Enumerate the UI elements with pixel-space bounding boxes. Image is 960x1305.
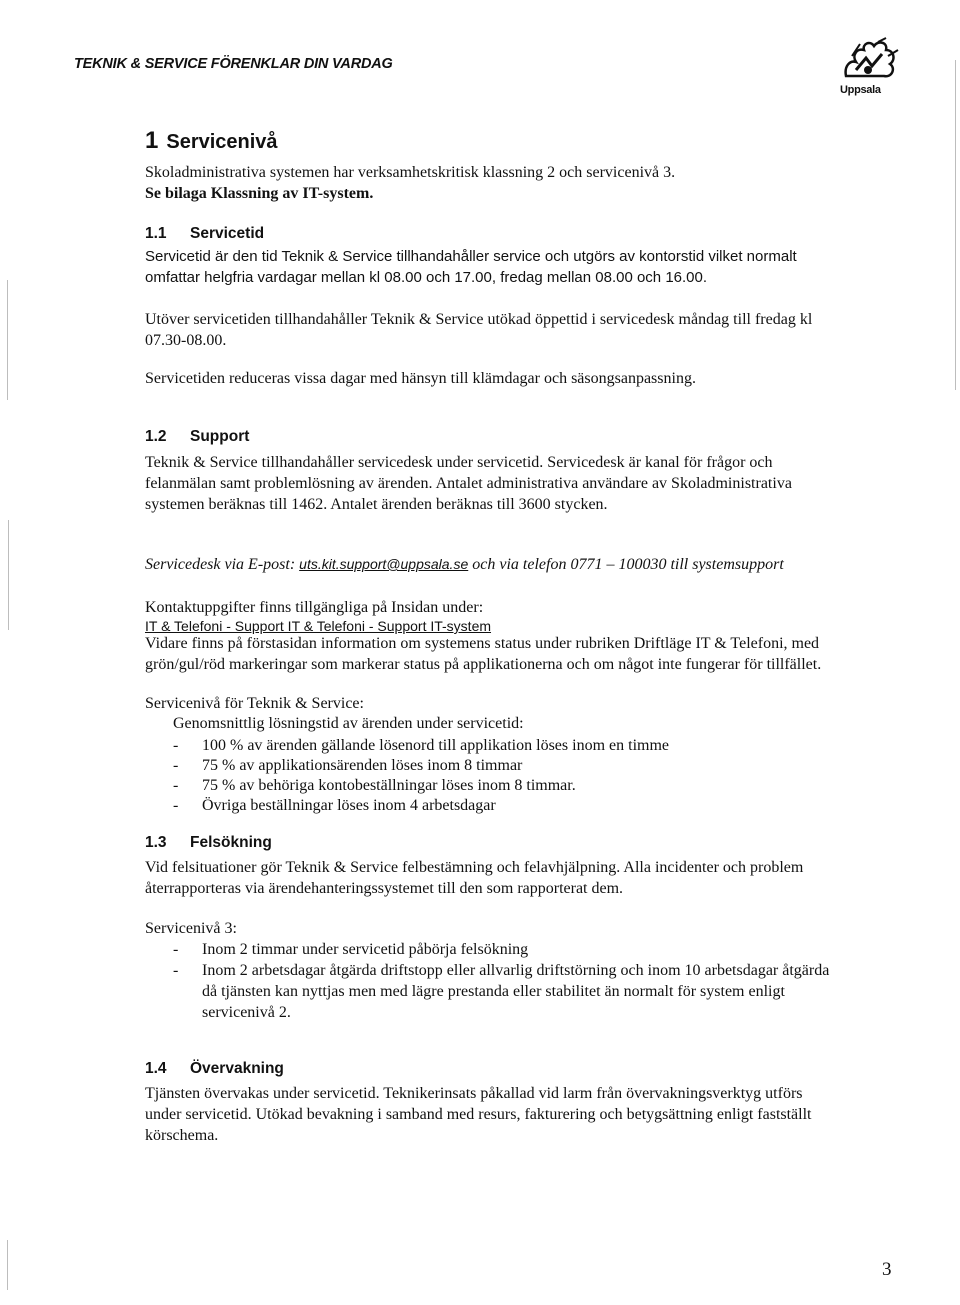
paragraph-line: Teknik & Service tillhandahåller servicedesk under servicetid. Servicedesk är kanal för frågor och — [145, 454, 773, 471]
list-bullet: - — [173, 777, 179, 794]
list-item-continued: servicenivå 2. — [202, 1004, 291, 1021]
paragraph-line: Utöver servicetiden tillhandahåller Teknik & Service utökad öppettid i servicedesk måndag till fredag kl — [145, 311, 813, 328]
list-bullet: - — [173, 737, 179, 754]
section-heading-1-3: 1.3 Felsökning — [145, 834, 272, 851]
scan-artifact — [955, 60, 956, 390]
paragraph-line: Genomsnittlig lösningstid av ärenden under servicetid: — [173, 715, 524, 732]
paragraph-line: återrapporteras via ärendehanteringssystemet till den som rapporterat dem. — [145, 880, 624, 897]
list-bullet: - — [173, 941, 179, 958]
paragraph-line: Servicenivå 3: — [145, 920, 237, 937]
section-heading-1: 1 Servicenivå — [145, 127, 278, 154]
paragraph-line: Servicetiden reduceras vissa dagar med hänsyn till klämdagar och säsongsanpassning. — [145, 370, 696, 387]
paragraph-line: grön/gul/röd markeringar som markerar status på applikationerna och om något inte fungerar för tillfället. — [145, 656, 822, 673]
crest-graphic — [838, 36, 900, 82]
paragraph-line: körschema. — [145, 1127, 219, 1144]
logo-text: Uppsala — [840, 84, 881, 96]
section-heading-1-4: 1.4 Övervakning — [145, 1060, 284, 1077]
page-header-title: TEKNIK & SERVICE FÖRENKLAR DIN VARDAG — [74, 56, 393, 72]
paragraph-line: systemen beräknas till 1462. Antalet ärenden beräknas till 3600 stycken. — [145, 496, 608, 513]
list-item: 75 % av applikationsärenden löses inom 8 timmar — [202, 757, 523, 774]
scan-artifact — [7, 280, 8, 400]
paragraph-line-bold: Se bilaga Klassning av IT-system. — [145, 185, 374, 202]
uppsala-crest-icon — [838, 36, 900, 94]
list-item: 100 % av ärenden gällande lösenord till applikation löses inom en timme — [202, 737, 669, 754]
list-item: Inom 2 arbetsdagar åtgärda driftstopp eller allvarlig driftstörning och inom 10 arbetsdagar åtgärda — [202, 962, 830, 979]
paragraph-line: Vidare finns på förstasidan information om systemens status under rubriken Driftläge IT & Telefoni, med — [145, 635, 820, 652]
list-item: Övriga beställningar löses inom 4 arbetsdagar — [202, 797, 496, 814]
paragraph-line: Kontaktuppgifter finns tillgängliga på Insidan under: — [145, 599, 484, 616]
section-heading-1-1: 1.1 Servicetid — [145, 225, 265, 242]
list-bullet: - — [173, 757, 179, 774]
paragraph-line: 07.30-08.00. — [145, 332, 227, 349]
list-item: 75 % av behöriga kontobeställningar löses inom 8 timmar. — [202, 777, 576, 794]
list-item-continued: då tjänsten kan nyttjas men med lägre prestanda eller stabilitet än normalt för system enligt — [202, 983, 785, 1000]
servicedesk-contact-line: Servicedesk via E-post: uts.kit.support@uppsala.se och via telefon 0771 – 100030 till systemsupport — [145, 556, 784, 573]
list-item: Inom 2 timmar under servicetid påbörja felsökning — [202, 941, 529, 958]
scan-artifact — [8, 520, 9, 630]
scan-artifact — [7, 1240, 8, 1290]
paragraph-line: Servicetid är den tid Teknik & Service tillhandahåller service och utgörs av kontorstid vilket normalt — [145, 248, 797, 265]
paragraph-line: Servicenivå för Teknik & Service: — [145, 695, 364, 712]
paragraph-line: omfattar helgfria vardagar mellan kl 08.00 och 17.00, fredag mellan 08.00 och 16.00. — [145, 269, 708, 286]
paragraph-line: under servicetid. Utökad bevakning i samband med resurs, fakturering och betygsättning enligt fastställt — [145, 1106, 812, 1123]
paragraph-line: Vid felsituationer gör Teknik & Service felbestämning och felavhjälpning. Alla incidenter och problem — [145, 859, 804, 876]
paragraph-line: felanmälan samt problemlösning av ärenden. Antalet administrativa användare av Skoladministrativa — [145, 475, 792, 492]
page-number: 3 — [882, 1259, 892, 1280]
paragraph-line: Tjänsten övervakas under servicetid. Teknikerinsats påkallad vid larm från övervakningsverktyg utförs — [145, 1085, 803, 1102]
list-bullet: - — [173, 797, 179, 814]
paragraph-line: Skoladministrativa systemen har verksamhetskritisk klassning 2 och servicenivå 3. — [145, 164, 676, 181]
section-heading-1-2: 1.2 Support — [145, 428, 250, 445]
insidan-link[interactable]: IT & Telefoni - Support IT & Telefoni - Support IT-system — [145, 618, 492, 634]
servicedesk-email-link[interactable]: uts.kit.support@uppsala.se — [299, 556, 469, 572]
list-bullet: - — [173, 962, 179, 979]
